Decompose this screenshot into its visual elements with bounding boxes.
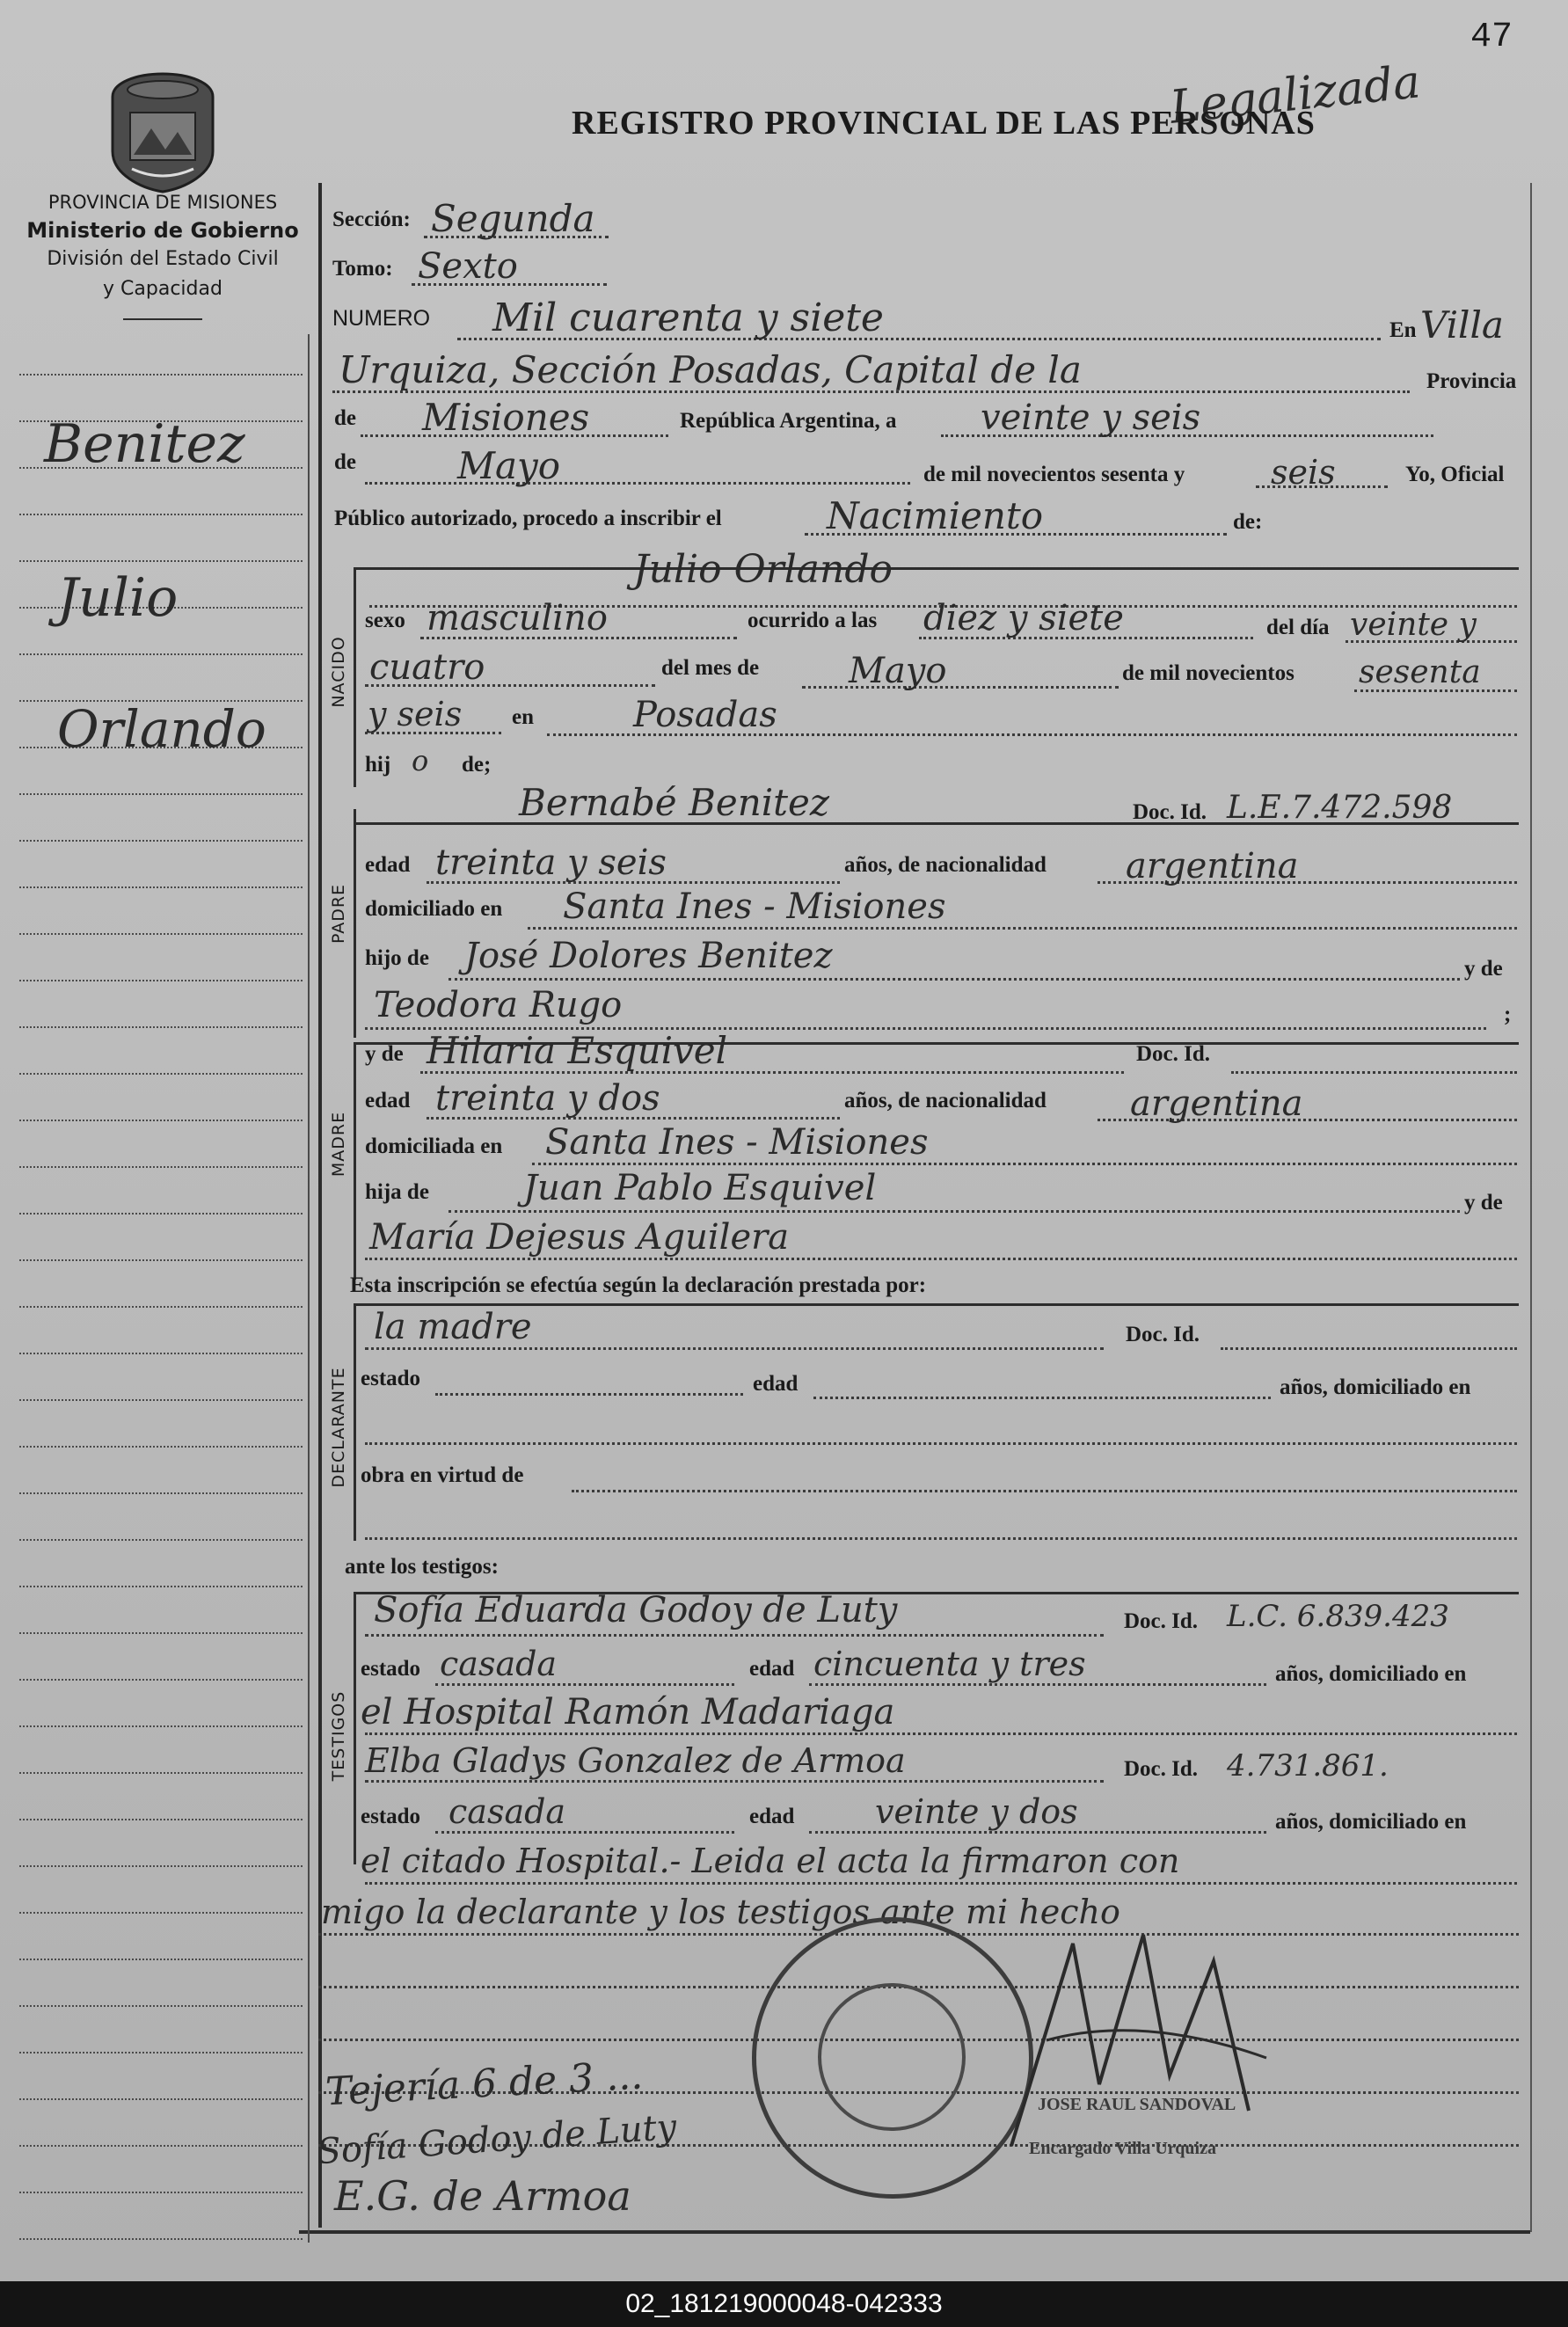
sidebar-rule	[19, 1586, 303, 1587]
fecha-dia: veinte y seis	[981, 398, 1201, 438]
sidebar-rule	[19, 1166, 303, 1168]
madre-bracket	[354, 1042, 356, 1280]
oficial-label: Yo, Oficial	[1405, 463, 1505, 486]
sidebar-rule	[19, 1446, 303, 1448]
anio-nac-value-2: y seis	[368, 695, 463, 733]
sexo-label: sexo	[365, 609, 405, 632]
hij-label: hij	[365, 753, 391, 777]
en-nac-label: en	[512, 705, 534, 729]
sidebar-second-name: Orlando	[57, 699, 266, 759]
testigo1-anios-label: años, domiciliado en	[1275, 1662, 1467, 1686]
page-bottom-line	[299, 2230, 1530, 2234]
de-mes-label: de	[334, 450, 356, 474]
sidebar-surname: Benitez	[44, 413, 245, 475]
sidebar-rule	[19, 933, 303, 935]
sidebar-rule	[19, 1026, 303, 1028]
madre-doc-label: Doc. Id.	[1136, 1042, 1211, 1066]
padre-section-label: PADRE	[329, 883, 348, 945]
padre-nac-label: años, de nacionalidad	[844, 853, 1047, 877]
nacido-section-label: NACIDO	[329, 636, 348, 708]
testigo2-estado-label: estado	[361, 1805, 421, 1828]
seccion-value: Segunda	[431, 197, 595, 240]
padre-padre-de: José Dolores Benitez	[464, 936, 833, 976]
sidebar-rule	[19, 653, 303, 655]
ocurrido-label: ocurrido a las	[748, 609, 878, 632]
de-label: de	[334, 406, 356, 430]
madre-nombre: Hilaria Esquivel	[427, 1029, 728, 1072]
sidebar-rule	[19, 514, 303, 515]
numero-value: Mil cuarenta y siete	[492, 295, 884, 340]
declarante-nombre-underline	[365, 1347, 1104, 1350]
sidebar-rule	[19, 1725, 303, 1727]
en-value: Villa	[1420, 303, 1504, 346]
sidebar-rule	[19, 793, 303, 795]
testigo1-domicilio: el Hospital Ramón Madariaga	[361, 1692, 895, 1732]
padre-y-de-label: y de	[1464, 957, 1503, 981]
signature-witness-1: Sofía Godoy de Luty	[315, 2106, 678, 2173]
declarante-intro: Esta inscripción se efectúa según la declaración prestada por:	[350, 1273, 927, 1297]
testigo2-doc-label: Doc. Id.	[1124, 1757, 1199, 1781]
declarante-anios-label: años, domiciliado en	[1280, 1375, 1471, 1399]
sidebar-rule	[19, 1399, 303, 1401]
sidebar-rule	[19, 886, 303, 888]
sidebar-rule	[19, 1492, 303, 1494]
numero-label: NUMERO	[332, 306, 431, 331]
mes-nac-value: Mayo	[849, 651, 947, 691]
place-line: Urquiza, Sección Posadas, Capital de la	[339, 348, 1082, 391]
legalizada-annotation: Legalizada	[1167, 55, 1423, 135]
sidebar-rule	[19, 2005, 303, 2007]
sidebar-rule	[19, 1912, 303, 1914]
padre-bracket	[354, 809, 356, 1038]
sidebar-rule	[19, 1306, 303, 1308]
declarante-bracket	[354, 1303, 356, 1541]
sidebar-rule	[19, 1073, 303, 1075]
page-number: 47	[1470, 18, 1513, 57]
main-right-border	[1530, 183, 1532, 2232]
sidebar-rule	[19, 1865, 303, 1867]
declarante-doc-underline	[1221, 1347, 1517, 1350]
testigo2-nombre: Elba Gladys Gonzalez de Armoa	[365, 1741, 906, 1780]
mes-value: Mayo	[457, 444, 561, 487]
padre-domicilio-label: domiciliado en	[365, 897, 503, 921]
hora-value: diez y siete	[923, 598, 1124, 638]
madre-hija-label: hija de	[365, 1180, 429, 1204]
sidebar-rule	[19, 2098, 303, 2100]
dia-value: veinte y	[1350, 607, 1477, 643]
dia-value-2: cuatro	[369, 647, 485, 688]
madre-domicilio-underline	[532, 1163, 1517, 1165]
padre-doc-value: L.E.7.472.598	[1227, 790, 1453, 826]
padre-semicolon: ;	[1504, 1003, 1512, 1026]
sidebar-first-name: Julio	[57, 567, 179, 629]
testigo2-estado-value: casada	[449, 1792, 566, 1831]
declarante-estado-underline	[435, 1393, 743, 1396]
nacido-nombre: Julio Orlando	[633, 547, 893, 592]
sidebar-rule	[19, 2052, 303, 2053]
sexo-value: masculino	[427, 598, 608, 638]
hij-value: o	[412, 744, 429, 777]
sidebar-rule	[19, 1772, 303, 1774]
madre-edad-label: edad	[365, 1089, 411, 1112]
testigo1-estado-underline	[435, 1683, 734, 1686]
sidebar-rule	[19, 2145, 303, 2147]
org-province: PROVINCIA DE MISIONES	[47, 192, 278, 213]
sidebar-rule	[19, 374, 303, 376]
declarante-obra-label: obra en virtud de	[361, 1463, 524, 1487]
cierre-underline-1	[365, 1882, 1517, 1885]
coat-of-arms-icon	[106, 70, 220, 193]
official-title: Encargado Villa Urquiza	[1029, 2139, 1216, 2158]
testigos-section-label: TESTIGOS	[329, 1690, 348, 1782]
republica-label: República Argentina, a	[680, 409, 897, 433]
official-signature-icon	[994, 1908, 1284, 2163]
testigo1-doc-label: Doc. Id.	[1124, 1609, 1199, 1633]
seccion-label: Sección:	[332, 208, 411, 231]
declarante-nombre: la madre	[374, 1307, 532, 1347]
declarante-obra-underline-2	[365, 1537, 1517, 1540]
sidebar-rule	[19, 840, 303, 842]
cierre-line-2: migo la declarante y los testigos ante mi hecho	[321, 1893, 1120, 1931]
org-division: División del Estado Civil	[47, 248, 279, 270]
testigo2-edad-value: veinte y dos	[875, 1792, 1078, 1831]
declarante-obra-underline	[572, 1490, 1517, 1492]
signature-witness-2: E.G. de Armoa	[334, 2172, 631, 2220]
image-id-footer: 02_181219000048-042333	[0, 2281, 1568, 2327]
declarante-domicilio-underline	[365, 1442, 1517, 1445]
padre-domicilio-value: Santa Ines - Misiones	[563, 886, 946, 927]
testigos-intro: ante los testigos:	[345, 1555, 499, 1579]
anio-value: seis	[1271, 453, 1336, 492]
sidebar-rule	[19, 560, 303, 562]
madre-padre-de: Juan Pablo Esquivel	[523, 1168, 877, 1208]
padre-edad-label: edad	[365, 853, 411, 877]
madre-nac-label: años, de nacionalidad	[844, 1089, 1047, 1112]
testigo2-edad-label: edad	[749, 1805, 795, 1828]
sidebar-rule	[19, 1120, 303, 1121]
sidebar-rule	[19, 1819, 303, 1820]
sidebar-rule	[19, 1213, 303, 1215]
testigo1-nombre-underline	[365, 1634, 1104, 1637]
padre-hijo-underline	[449, 978, 1460, 981]
padre-madre-de: Teodora Rugo	[374, 985, 623, 1025]
org-divider	[123, 318, 202, 320]
lugar-value: Posadas	[633, 695, 777, 735]
declarante-top-line	[354, 1303, 1519, 1306]
testigo2-anios-label: años, domiciliado en	[1275, 1810, 1467, 1834]
cierre-line-1: el citado Hospital.- Leida el acta la firmaron con	[361, 1842, 1180, 1880]
testigos-bracket	[354, 1592, 356, 1864]
declarante-doc-label: Doc. Id.	[1126, 1323, 1200, 1346]
de-colon-label: de:	[1233, 510, 1263, 534]
madre-doc-underline	[1231, 1071, 1517, 1074]
sidebar-rule	[19, 1539, 303, 1541]
provincia-value: Misiones	[422, 396, 590, 439]
anio-nac-value: sesenta	[1359, 654, 1481, 690]
sidebar-right-border	[308, 334, 310, 2243]
testigo2-estado-underline	[435, 1831, 734, 1834]
padre-nombre: Bernabé Benitez	[519, 781, 830, 824]
testigo1-doc-value: L.C. 6.839.423	[1227, 1599, 1449, 1634]
madre-y-de-label: y de	[365, 1042, 404, 1066]
padre-doc-label: Doc. Id.	[1133, 800, 1207, 824]
tomo-value: Sexto	[418, 246, 518, 287]
nacido-bracket	[354, 567, 356, 787]
testigo2-edad-underline	[809, 1831, 1266, 1834]
declarante-edad-label: edad	[753, 1372, 799, 1396]
testigo1-domicilio-underline	[365, 1732, 1517, 1735]
padre-nac-value: argentina	[1126, 846, 1299, 886]
padre-edad-value: treinta y seis	[435, 843, 667, 883]
testigo1-edad-value: cincuenta y tres	[813, 1645, 1086, 1683]
madre-nac-value: argentina	[1130, 1083, 1303, 1124]
acto-value: Nacimiento	[827, 494, 1044, 537]
testigo1-nombre: Sofía Eduarda Godoy de Luty	[374, 1590, 898, 1630]
sidebar-rule	[19, 1632, 303, 1634]
madre-section-label: MADRE	[329, 1111, 348, 1178]
padre-hijo-label: hijo de	[365, 946, 429, 970]
mes-underline	[365, 482, 910, 485]
official-stamp	[752, 1917, 1033, 2199]
testigo2-doc-value: 4.731.861.	[1227, 1748, 1389, 1784]
org-division-2: y Capacidad	[103, 278, 222, 300]
testigo1-edad-label: edad	[749, 1657, 795, 1681]
declarante-section-label: DECLARANTE	[329, 1367, 348, 1488]
org-ministry: Ministerio de Gobierno	[26, 218, 299, 243]
tomo-label: Tomo:	[332, 257, 393, 281]
declarante-edad-underline	[813, 1397, 1271, 1399]
madre-madre-de: María Dejesus Aguilera	[369, 1217, 790, 1258]
madre-domicilio-label: domiciliada en	[365, 1134, 503, 1158]
madre-edad-value: treinta y dos	[435, 1078, 660, 1119]
signature-fecha: Tejería 6 de 3 ...	[324, 2053, 645, 2115]
madre-domicilio-value: Santa Ines - Misiones	[545, 1122, 929, 1163]
en-label: En	[1389, 318, 1417, 342]
sidebar-rule	[19, 1679, 303, 1681]
del-mes-label: del mes de	[661, 656, 760, 680]
mil-nac-label: de mil novecientos	[1122, 661, 1295, 685]
madre-hija-underline	[449, 1210, 1460, 1213]
official-name: JOSE RAUL SANDOVAL	[1038, 2095, 1236, 2114]
testigo2-nombre-underline	[365, 1780, 1104, 1783]
testigo1-edad-underline	[809, 1683, 1266, 1686]
del-dia-label: del día	[1266, 616, 1330, 639]
publico-label: Público autorizado, procedo a inscribir el	[334, 507, 722, 530]
madre-madre-underline	[365, 1258, 1517, 1260]
nacido-top-line	[354, 567, 1519, 570]
page-title: REGISTRO PROVINCIAL DE LAS PERSONAS	[572, 105, 1316, 142]
sidebar-rule	[19, 1353, 303, 1354]
testigo1-estado-label: estado	[361, 1657, 421, 1681]
sidebar-rule	[19, 980, 303, 981]
sidebar-rule	[19, 2238, 303, 2240]
mil-label: de mil novecientos sesenta y	[923, 463, 1185, 486]
declarante-estado-label: estado	[361, 1367, 421, 1390]
sidebar-rule	[19, 2192, 303, 2193]
madre-y-de-label-2: y de	[1464, 1191, 1503, 1215]
provincia-label: Provincia	[1426, 369, 1517, 393]
sidebar-rule	[19, 1959, 303, 1960]
testigo1-estado-value: casada	[440, 1645, 558, 1683]
sidebar-rule	[19, 1259, 303, 1261]
hij-de-label: de;	[462, 753, 492, 777]
padre-domicilio-underline	[528, 927, 1517, 930]
